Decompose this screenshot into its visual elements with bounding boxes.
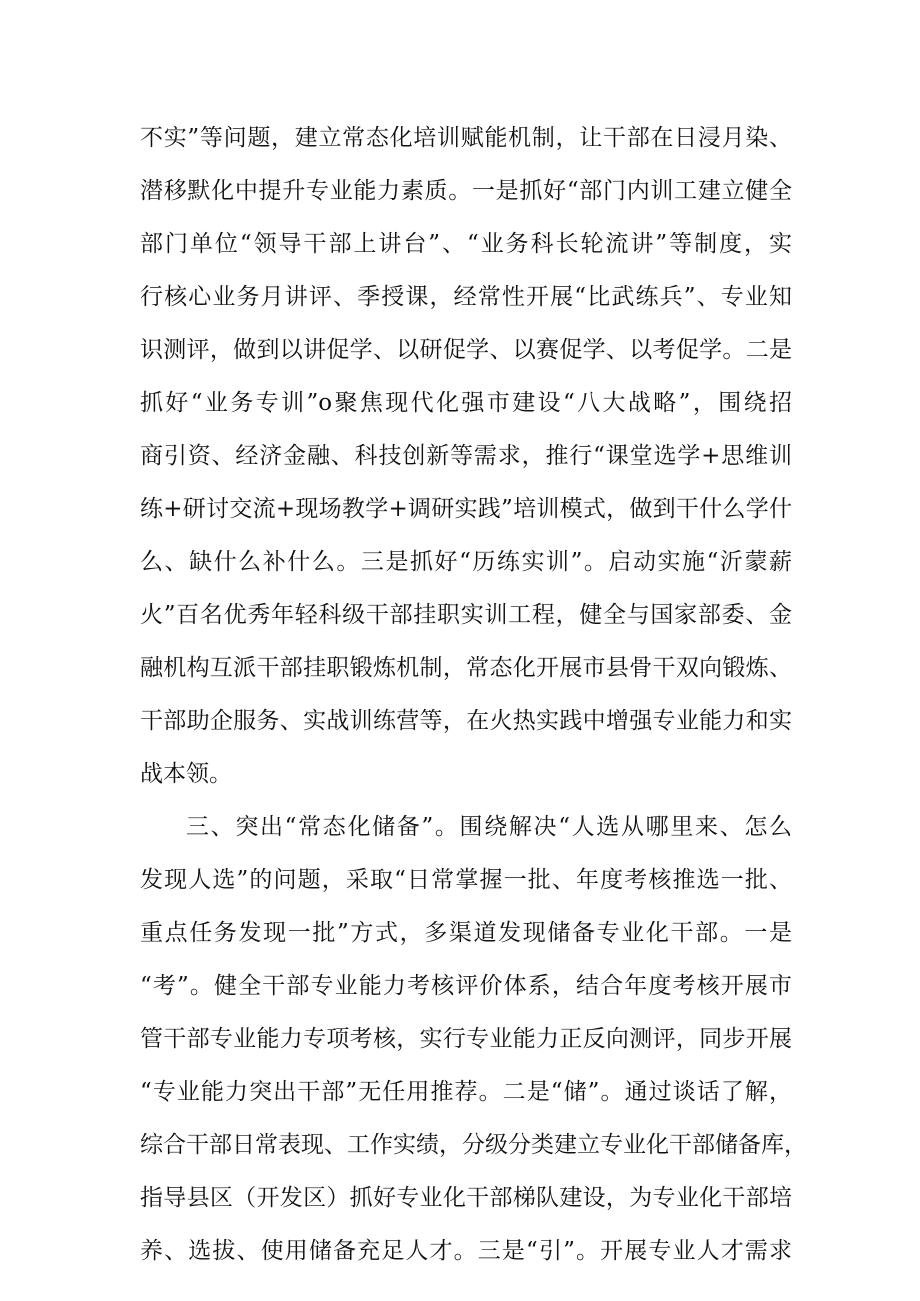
text-line: 不实”等问题，建立常态化培训赋能机制，让干部在日浸月染、 <box>140 125 792 151</box>
text-line: 么、缺什么补什么。三是抓好“历练实训”。启动实施“沂蒙薪 <box>140 549 792 575</box>
text-line: 重点任务发现一批”方式，多渠道发现储备专业化干部。一是 <box>140 920 792 946</box>
text-line: “专业能力突出干部”无任用推荐。二是“储”。通过谈话了解， <box>140 1079 792 1105</box>
text-line: 行核心业务月讲评、季授课，经常性开展“比武练兵”、专业知 <box>140 284 792 310</box>
document-body <box>140 112 807 1278</box>
text-line: 识测评，做到以讲促学、以研促学、以赛促学、以考促学。二是 <box>140 337 792 363</box>
text-line: 融机构互派干部挂职锻炼机制，常态化开展市县骨干双向锻炼、 <box>140 655 792 681</box>
text-line: 练+研讨交流+现场教学+调研实践”培训模式，做到干什么学什 <box>140 496 792 522</box>
text-line: 潜移默化中提升专业能力素质。一是抓好“部门内训工建立健全 <box>140 178 792 204</box>
text-line: 商引资、经济金融、科技创新等需求，推行“课堂选学+思维训 <box>140 443 792 469</box>
paragraph-training-mechanism <box>140 112 792 801</box>
text-line: 发现人选”的问题，采取“日常掌握一批、年度考核推选一批、 <box>140 867 792 893</box>
paragraph-regular-reserve <box>140 801 807 1278</box>
text-line: 抓好“业务专训”o聚焦现代化强市建设“八大战略”，围绕招 <box>140 390 792 416</box>
section-heading-line: 三、突出“常态化储备”。围绕解决“人选从哪里来、怎么 <box>186 814 792 840</box>
text-line: 养、选拔、使用储备充足人才。三是“引”。开展专业人才需求 <box>140 1238 792 1264</box>
text-line: 部门单位“领导干部上讲台”、“业务科长轮流讲”等制度，实 <box>140 231 792 257</box>
text-line: 干部助企服务、实战训练营等，在火热实践中增强专业能力和实 <box>140 708 792 734</box>
text-line: 火”百名优秀年轻科级干部挂职实训工程，健全与国家部委、金 <box>140 602 792 628</box>
text-line: 指导县区（开发区）抓好专业化干部梯队建设，为专业化干部培 <box>140 1185 792 1211</box>
text-line: 综合干部日常表现、工作实绩，分级分类建立专业化干部储备库， <box>140 1132 807 1158</box>
text-line: 管干部专业能力专项考核，实行专业能力正反向测评，同步开展 <box>140 1026 792 1052</box>
text-line: 战本领。 <box>140 761 232 787</box>
text-line: “考”。健全干部专业能力考核评价体系，结合年度考核开展市 <box>140 973 792 999</box>
